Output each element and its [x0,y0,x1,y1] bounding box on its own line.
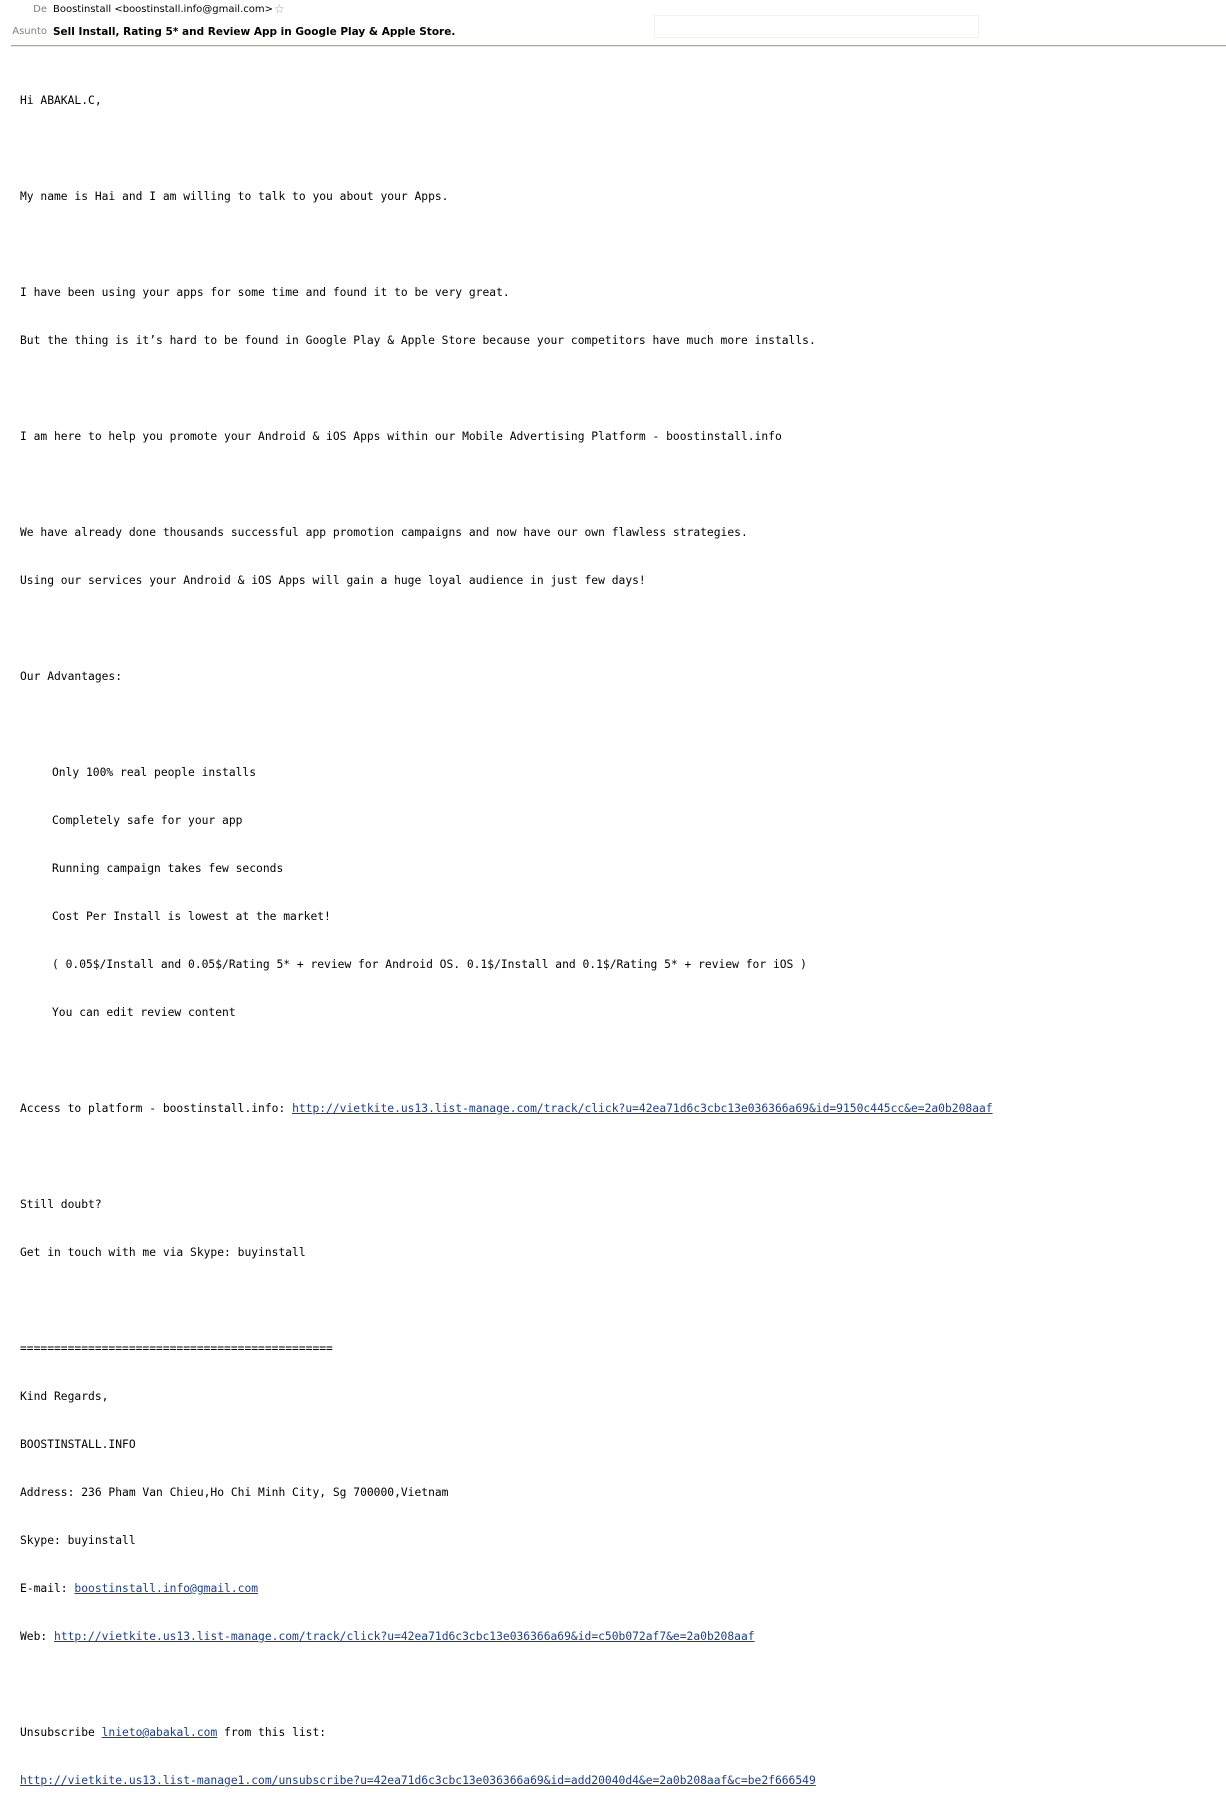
greeting: Hi ABAKAL.C, [20,94,102,107]
advantage-item: Completely safe for your app [52,814,243,827]
advantage-item: You can edit review content [52,1006,236,1019]
paragraph-line: Using our services your Android & iOS Apps will gain a huge loyal audience in just few days! [20,574,646,587]
platform-link[interactable]: http://vietkite.us13.list-manage.com/track/click?u=42ea71d6c3cbc13e036366a69&id=9150c445cc&e=2a0b208aaf [292,1102,993,1115]
blank-line [20,237,1220,253]
blank-line [20,1677,1220,1693]
email-label: E-mail: [20,1582,75,1595]
advantage-item: ( 0.05$/Install and 0.05$/Rating 5* + review for Android OS. 0.1$/Install and 0.1$/Rating 5* + review for iOS ) [52,958,807,971]
blank-line [20,477,1220,493]
company-line: BOOSTINSTALL.INFO [20,1438,136,1451]
header-separator [11,45,1226,47]
unsubscribe-prefix: Unsubscribe [20,1726,102,1739]
blank-line [20,1053,1220,1069]
web-label: Web: [20,1630,55,1643]
blank-line [20,621,1220,637]
blank-line [20,1293,1220,1309]
paragraph-line: But the thing is it’s hard to be found in Google Play & Apple Store because your competitors have much more installs. [20,334,816,347]
unsubscribe-line [20,1725,1220,1741]
web-link[interactable]: http://vietkite.us13.list-manage.com/track/click?u=42ea71d6c3cbc13e036366a69&id=c50b072af7&e=2a0b208aaf [54,1630,755,1643]
unsubscribe-suffix: from this list: [217,1726,327,1739]
email-header [0,0,1226,46]
blank-line [20,141,1220,157]
paragraph-line: We have already done thousands successful app promotion campaigns and now have our own flawless strategies. [20,526,748,539]
address-line: Address: 236 Pham Van Chieu,Ho Chi Minh City, Sg 700000,Vietnam [20,1486,449,1499]
access-line [20,1101,1220,1117]
sender-address[interactable]: Boostinstall <boostinstall.info@gmail.com> [53,4,273,15]
advantage-item: Only 100% real people installs [52,766,257,779]
unsubscribe-link-line [20,1773,1220,1789]
paragraph-line: I am here to help you promote your Android & iOS Apps within our Mobile Advertising Platform - boostinstall.info [20,430,782,443]
intro-paragraph: My name is Hai and I am willing to talk to you about your Apps. [20,190,449,203]
doubt-line: Still doubt? [20,1198,102,1211]
unsubscribe-email-link[interactable]: lnieto@abakal.com [101,1726,218,1739]
email-link[interactable]: boostinstall.info@gmail.com [74,1582,259,1595]
unsubscribe-link[interactable]: http://vietkite.us13.list-manage1.com/unsubscribe?u=42ea71d6c3cbc13e036366a69&id=add20040d4&e=2a0b208aaf&c=be2f666549 [20,1774,816,1787]
blank-line [20,717,1220,733]
advantage-item: Running campaign takes few seconds [52,862,284,875]
advantage-item: Cost Per Install is lowest at the market! [52,910,331,923]
subject-label: Asunto [12,26,47,37]
skype-contact-line: Get in touch with me via Skype: buyinstall [20,1246,306,1259]
header-blank-box [654,15,979,38]
email-line [20,1581,1220,1597]
skype-line: Skype: buyinstall [20,1534,136,1547]
message-body [20,61,1220,1805]
from-label: De [33,4,47,15]
blank-line [20,381,1220,397]
access-text: Access to platform - boostinstall.info: [20,1102,293,1115]
blank-line [20,1149,1220,1165]
from-field[interactable] [53,4,285,16]
advantages-title: Our Advantages: [20,670,123,683]
paragraph-line: I have been using your apps for some time and found it to be very great. [20,286,510,299]
web-line [20,1629,1220,1645]
signature-divider: ============================================== [20,1342,333,1355]
star-outline-icon[interactable]: ☆ [274,2,285,16]
regards-line: Kind Regards, [20,1390,109,1403]
subject-value: Sell Install, Rating 5* and Review App in Google Play & Apple Store. [53,26,456,38]
